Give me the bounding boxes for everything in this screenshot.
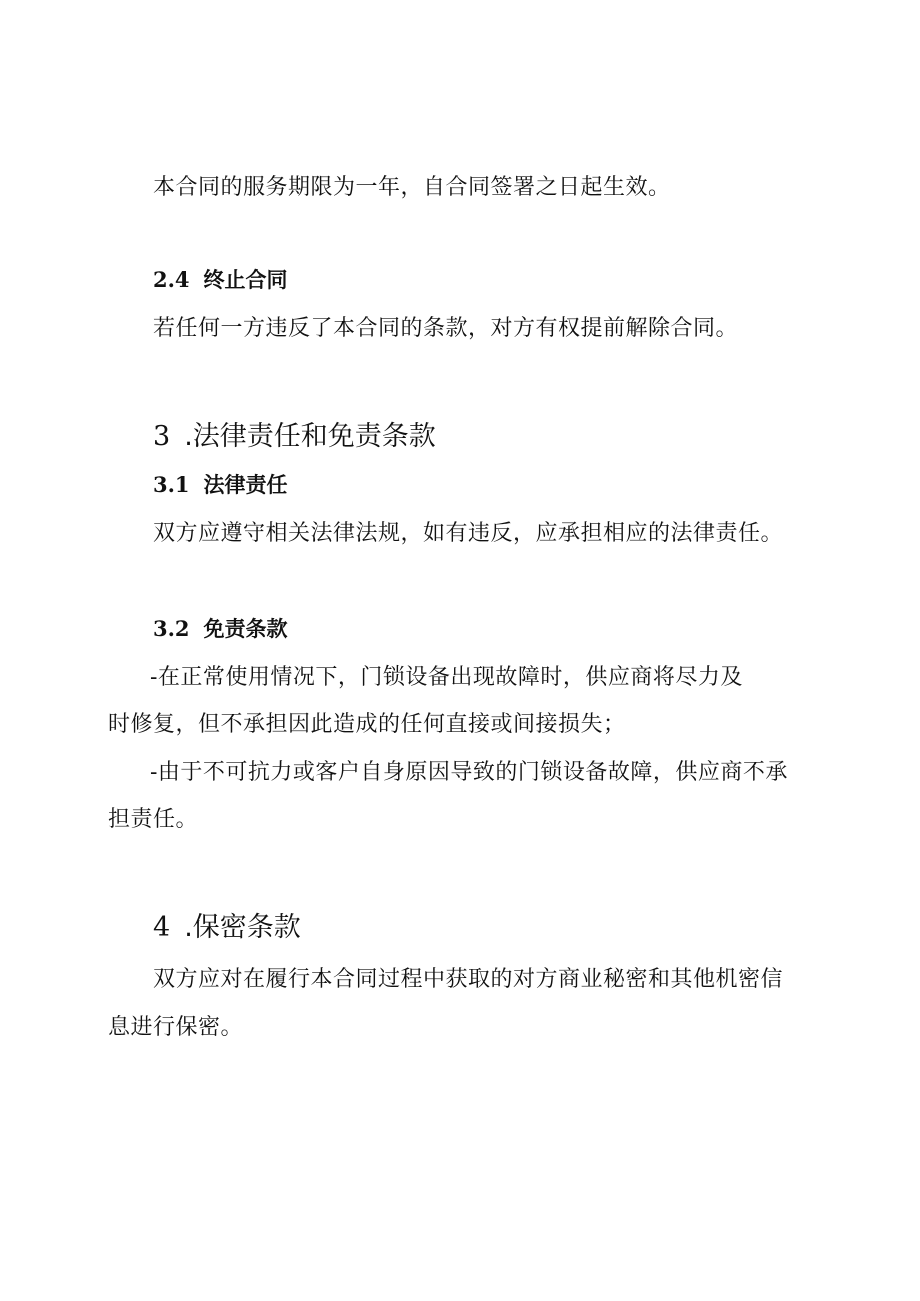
section-number: 3 [153,421,171,452]
disclaimer-item-1-line-1: -在正常使用情况下，门锁设备出现故障时，供应商将尽力及 [150,665,743,690]
section-3-1-body: 双方应遵守相关法律法规，如有违反，应承担相应的法律责任。 [153,521,784,546]
disclaimer-item-2-line-2: 担责任。 [108,807,199,832]
section-title: 终止合同 [203,267,288,292]
section-3-1-heading [153,469,288,499]
service-term-paragraph: 本合同的服务期限为一年，自合同签署之日起生效。 [153,175,671,200]
section-2-4-body: 若任何一方违反了本合同的条款，对方有权提前解除合同。 [153,316,739,341]
disclaimer-item-2-line-1: -由于不可抗力或客户自身原因导致的门锁设备故障，供应商不承 [150,760,788,785]
section-title: 法律责任 [203,472,288,497]
section-title: .保密条款 [184,912,301,943]
section-3-heading [153,414,436,453]
section-number: 3.2 [153,616,190,641]
section-4-body-line-1: 双方应对在履行本合同过程中获取的对方商业秘密和其他机密信 [153,967,784,992]
section-title: .法律责任和免责条款 [184,421,436,452]
section-number: 3.1 [153,472,190,497]
section-3-2-heading [153,613,288,643]
section-4-heading [153,905,301,944]
section-number: 4 [153,912,171,943]
section-number: 2.4 [153,267,190,292]
disclaimer-item-1-line-2: 时修复，但不承担因此造成的任何直接或间接损失； [108,712,626,737]
section-2-4-heading [153,264,288,294]
section-title: 免责条款 [203,616,288,641]
section-4-body-line-2: 息进行保密。 [108,1015,244,1040]
